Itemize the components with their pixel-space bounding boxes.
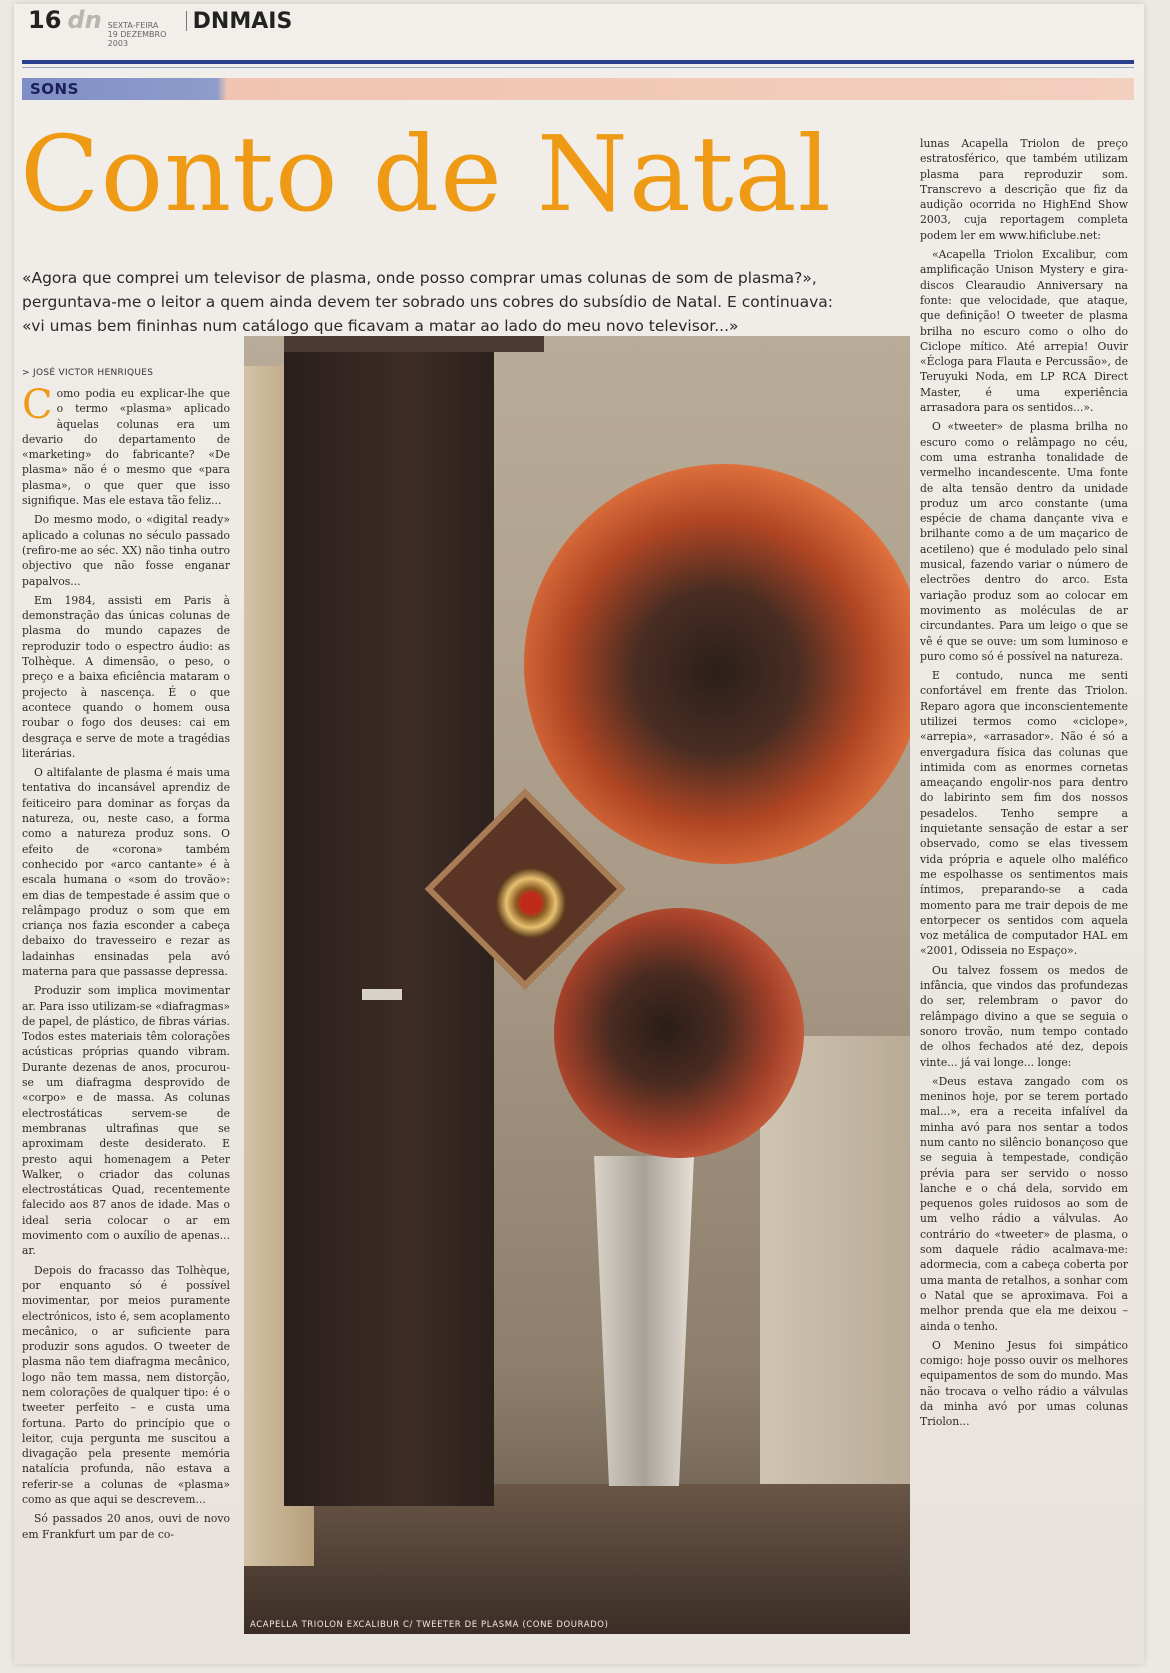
article-paragraph: O «tweeter» de plasma brilha no escuro como o relâmpago no céu, com uma estranha tonalidade de vermelho incandescente. Uma fonte de alta tensão dentro da unidade produz um arco constante (uma espécie de chama dançante viva e brilhante como a de um maçarico de acetileno) que é modulado pelo sinal musical, fazendo variar o número de electrões dentro do arco. Esta variação produz som ao colocar em movimento as moléculas de ar circundantes. Para um leigo o que se vê é que se ouve: um som luminoso e puro como só é possível na natureza. <box>920 420 1128 663</box>
plasma-tweeter <box>496 868 566 938</box>
article-paragraph <box>22 386 230 508</box>
article-paragraph: Depois do fracasso das Tolhèque, por enquanto só é possível movimentar, por meios puramente electrónicos, isto é, sem acoplamento mecânico, o ar suficiente para produzir sons agudos. O tweeter de plasma não tem diafragma mecânico, logo não tem massa, nem distorção, nem colorações de qualquer tipo: é o tweeter perfeito – e custa uma fortuna. Parto do princípio que o leitor, cuja pergunta me suscitou a divagação pela presente memória natalícia profunda, não estava a referir-se a colunas de «plasma» como as que aqui se descrevem... <box>22 1263 230 1507</box>
rubric-bar <box>22 78 1134 100</box>
headline: Conto de Natal <box>20 113 832 235</box>
drop-cap: C <box>22 386 53 428</box>
article-column-right <box>920 136 1128 1638</box>
article-paragraph: Só passados 20 anos, ouvi de novo em Frankfurt um par de co- <box>22 1512 230 1541</box>
article-paragraph: lunas Acapella Triolon de preço estratosférico, que também utilizam plasma para reproduzir som. Transcrevo a descrição que fiz da audição ocorrida no HighEnd Show 2003, cuja reportagem completa podem ler em www.hificlube.net: <box>920 137 1128 242</box>
photo-floor <box>244 1484 910 1634</box>
article-paragraph: «Deus estava zangado com os meninos hoje, por se terem portado mal...», era a receita infalível da minha avó para nos sentar a todos num canto no silêncio bonançoso que se seguia à tempestade, condição prévia para ser servido o nosso lanche e o chá dela, sorvido em pequenos goles ruidosos ao som de um velho rádio a válvulas. Ao contrário do «tweeter» de plasma, o som daquele rádio acalmava-me: adormecia, com a cabeça coberta por uma manta de retalhos, a sonhar com o Natal que se aproximava. Foi a melhor prenda que ela me deixou – ainda o tenho. <box>920 1074 1128 1333</box>
article-paragraph: Ou talvez fossem os medos de infância, que vindos das profundezas do ser, relembram o pavor do relâmpago divino a que se seguia o sonoro trovão, num tempo contado de olhos fechados até dez, depois vinte... já vai longe... longe: <box>920 963 1128 1069</box>
article-column-left <box>22 386 230 1636</box>
issue-date <box>108 21 180 48</box>
article-paragraph: E contudo, nunca me senti confortável em frente das Triolon. Reparo agora que inconscientemente utilizei termos como «ciclope», «arrepia», «arrasador». Não é só a envergadura física das colunas que intimida com as enormes cornetas ameaçando engolir-nos para dentro do labirinto sem fim dos nossos pesadelos. Tenho sempre a inquietante sensação de estar a ser observado, como se elas tivessem vida própria e aquele olho maléfico me espolhasse os sentimentos mais íntimos, preparando-se a cada momento para me trair depois de me entorpecer os sentidos com aquela voz metálica de computador HAL em «2001, Odisseia no Espaço». <box>920 669 1128 958</box>
large-horn <box>524 464 910 864</box>
small-horn <box>554 908 804 1158</box>
standfirst-line: «Agora que comprei um televisor de plasma, onde posso comprar umas colunas de som de plasma?», <box>22 269 817 287</box>
standfirst-line: perguntava-me o leitor a quem ainda devem ter sobrado uns cobres do subsídio de Natal. E continuava: <box>22 293 833 311</box>
masthead-divider <box>186 11 187 31</box>
paragraph-text: omo podia eu explicar-lhe que o termo «plasma» aplicado àquelas colunas era um devario do departamento de «marketing» do fabricante? «De plasma» não é o mesmo que «para plasma», o que quer que isso signifique. Mas ele estava tão feliz... <box>22 387 230 508</box>
page-number: 16 <box>28 6 62 34</box>
article-paragraph: Produzir som implica movimentar ar. Para isso utilizam-se «diafragmas» de papel, de plástico, de fibras várias. Todos estes materiais têm colorações acústicas próprias quando vibram. Durante dezenas de anos, procurou-se um diafragma desprovido de «corpo» e de massa. As colunas electrostáticas servem-se de membranas ultrafinas que se aproximam deste desiderato. E presto aqui homenagem a Peter Walker, o criador das colunas electrostáticas Quad, recentemente falecido aos 87 anos de idade. Mas o ideal seria colocar o ar em movimento com o auxílio de apenas... ar. <box>22 984 230 1258</box>
speaker-cabinet-top <box>284 336 544 352</box>
issue-date-weekday: SEXTA-FEIRA <box>107 21 159 30</box>
issue-date-day: 19 DEZEMBRO 2003 <box>107 30 167 48</box>
article-paragraph: O Menino Jesus foi simpático comigo: hoje posso ouvir os melhores equipamentos de som do mundo. Mas não trocava o velho rádio a válvulas da minha avó por umas colunas Triolon... <box>920 1338 1128 1429</box>
rubric-label: SONS <box>30 80 79 98</box>
top-thin-rule <box>22 67 1134 68</box>
horn-stand <box>594 1156 694 1486</box>
speaker-badge <box>362 989 402 1000</box>
article-paragraph: O altifalante de plasma é mais uma tentativa do incansável aprendiz de feiticeiro para dominar as forças da natureza, ou, neste caso, a forma como a natureza produz sons. O efeito de «corona» também conhecido por «arco cantante» é à escala humana o «som do trovão»: em dias de tempestade é assim que o relâmpago produz o som que em criança nos fazia esconder a cabeça debaixo do travesseiro e rezar as ladainhas ensinadas pela avó materna para que passasse depressa. <box>22 766 230 978</box>
photo-caption: ACAPELLA TRIOLON EXCALIBUR C/ TWEETER DE PLASMA (CONE DOURADO) <box>250 1620 609 1630</box>
standfirst <box>22 266 862 338</box>
article-paragraph: Em 1984, assisti em Paris à demonstração das únicas colunas de plasma do mundo capazes de reproduzir todo o espectro áudio: as Tolhèque. A dimensão, o peso, o preço e a baixa eficiência mataram o projecto à nascença. É o que acontece quando o homem ousa roubar o fogo dos deuses: cai em desgraça e serve de mote a tragédias literárias. <box>22 593 230 760</box>
speaker-photo <box>244 336 910 1634</box>
top-rule <box>22 60 1134 64</box>
standfirst-line: «vi umas bem fininhas num catálogo que ficavam a matar ao lado do meu novo televisor...» <box>22 317 739 335</box>
newspaper-logo: dn <box>67 6 102 34</box>
section-name: DNMAIS <box>192 9 293 34</box>
article-paragraph: «Acapella Triolon Excalibur, com amplificação Unison Mystery e gira-discos Clearaudio Anniversary na fonte: que velocidade, que ataque, que definição! O tweeter de plasma brilha no escuro como o olho do Ciclope mítico. Até arrepia! Ouvir «Écloga para Flauta e Percussão», de Teruyuki Noda, em LP RCA Direct Master, é uma experiência arrasadora para os sentidos...». <box>920 248 1128 415</box>
byline: > JOSÉ VICTOR HENRIQUES <box>22 368 154 378</box>
article-paragraph: Do mesmo modo, o «digital ready» aplicado a colunas no século passado (refiro-me ao séc. XX) não tinha outro objectivo que não fosse enganar papalvos... <box>22 513 230 588</box>
masthead <box>28 6 293 48</box>
